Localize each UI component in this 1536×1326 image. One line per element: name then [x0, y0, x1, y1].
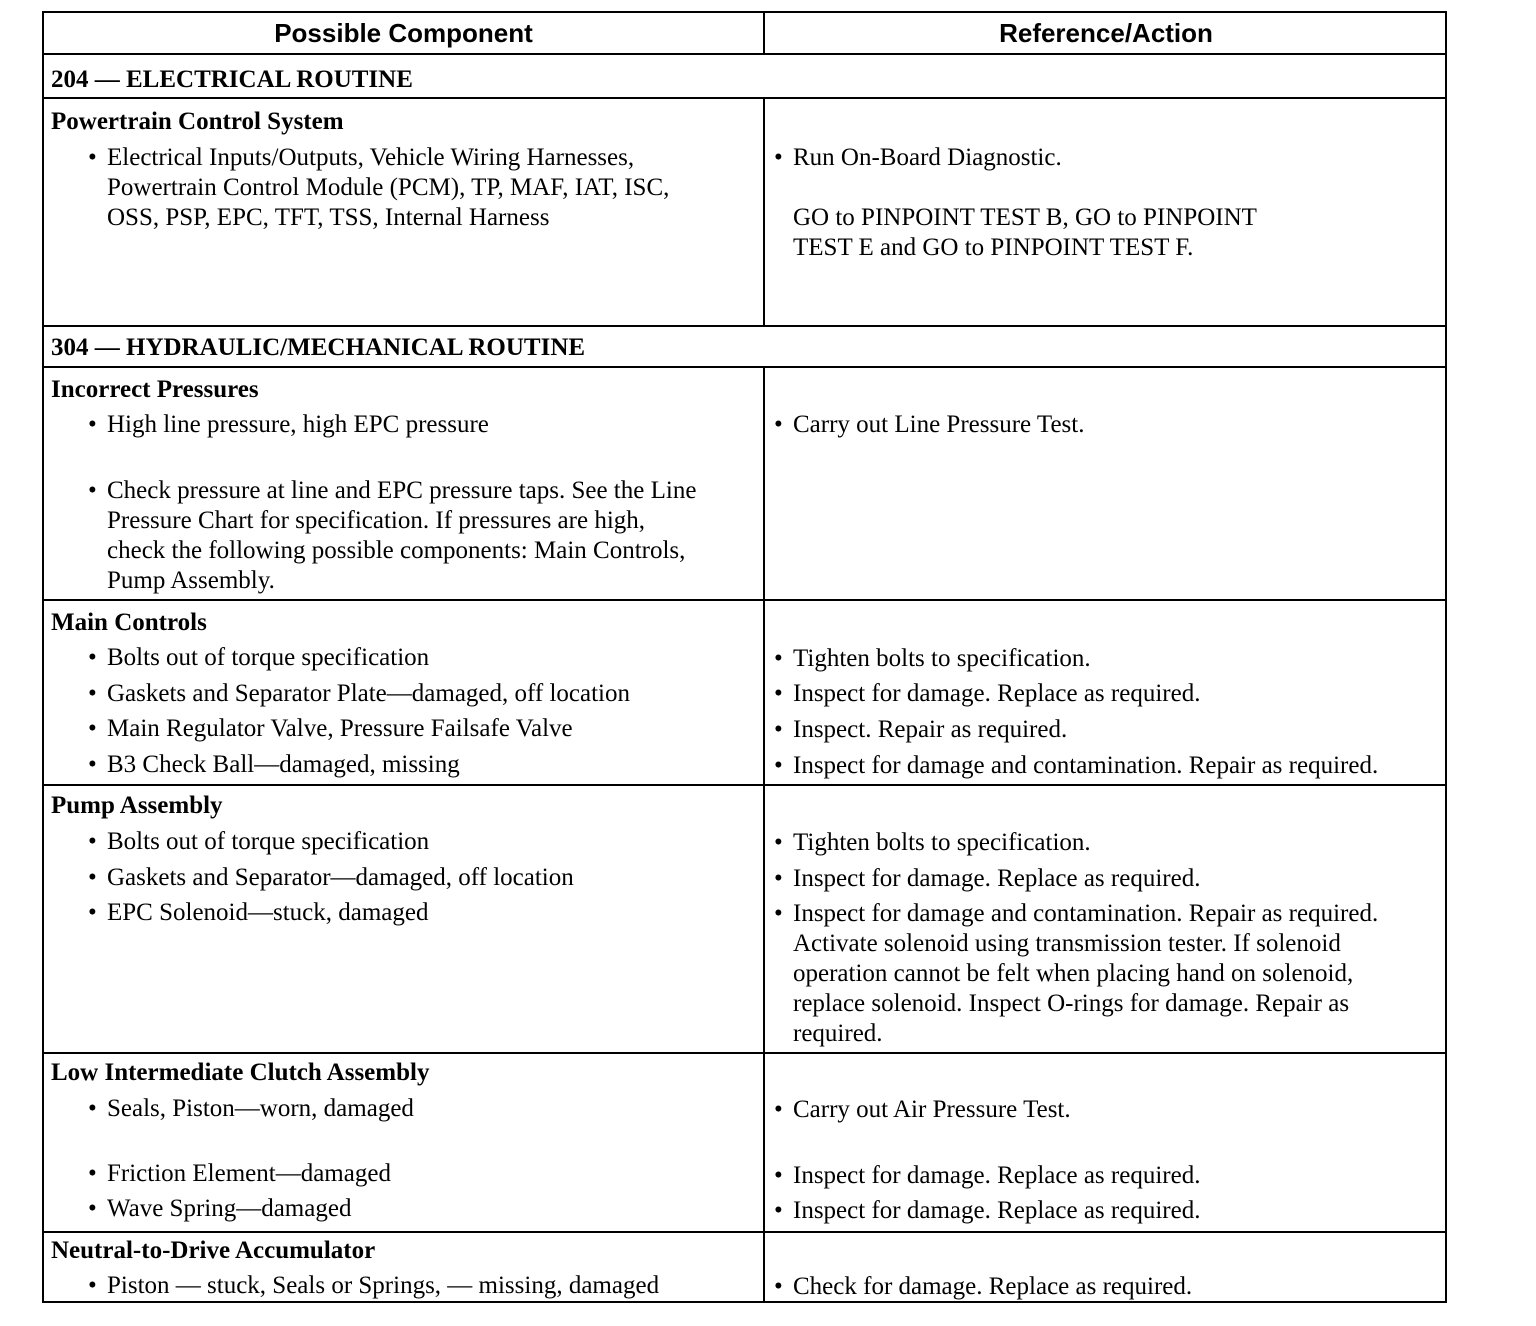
bullet-icon: •	[774, 1197, 783, 1224]
action-item: • Inspect for damage. Replace as required.	[774, 1162, 1201, 1189]
section-title: Main Controls	[51, 609, 207, 636]
action-item: • Check for damage. Replace as required.	[774, 1273, 1193, 1300]
bullet-icon: •	[88, 715, 97, 742]
bullet-icon: •	[88, 477, 97, 504]
rule	[44, 366, 1445, 368]
bullet-icon: •	[774, 645, 783, 672]
bullet-icon: •	[774, 900, 783, 927]
bullet-icon: •	[88, 144, 97, 171]
section-title: Pump Assembly	[51, 792, 223, 819]
component-item: • Main Regulator Valve, Pressure Failsafe Valve	[88, 715, 573, 742]
header-reference-action: Reference/Action	[999, 18, 1213, 48]
bullet-icon: •	[774, 1096, 783, 1123]
bullet-icon: •	[88, 864, 97, 891]
bullet-icon: •	[774, 411, 783, 438]
action-item: • Tighten bolts to specification.	[774, 645, 1091, 672]
component-item: • Check pressure at line and EPC pressure taps. See the Line Pressure Chart for specification. If pressures are high, check the following possible components: Main Controls, Pump Assembly.	[88, 477, 697, 594]
section-title: Incorrect Pressures	[51, 376, 259, 403]
bullet-icon: •	[88, 1095, 97, 1122]
rule	[44, 784, 1445, 786]
action-item: • Inspect for damage. Replace as required.	[774, 1197, 1201, 1224]
action-item: • Inspect for damage and contamination. Repair as required.	[774, 752, 1379, 779]
action-note: GO to PINPOINT TEST B, GO to PINPOINT TEST E and GO to PINPOINT TEST F.	[793, 204, 1257, 261]
rule	[44, 97, 1445, 99]
action-item: • Inspect for damage. Replace as required.	[774, 680, 1201, 707]
component-item: • Wave Spring—damaged	[88, 1195, 352, 1222]
column-divider	[763, 13, 765, 53]
component-item: • Piston — stuck, Seals or Springs, — missing, damaged	[88, 1272, 660, 1299]
section-title: Low Intermediate Clutch Assembly	[51, 1059, 430, 1086]
action-item: • Run On-Board Diagnostic.	[774, 144, 1062, 171]
diagnostic-table	[42, 11, 1447, 1303]
bullet-icon: •	[88, 828, 97, 855]
action-item: • Inspect for damage and contamination. Repair as required. Activate solenoid using transmission tester. If solenoid operation cannot be felt when placing hand on solenoid, replace solenoid. Inspect O-rings for damage. Repair as required.	[774, 900, 1379, 1047]
bullet-icon: •	[88, 1195, 97, 1222]
component-item: • Friction Element—damaged	[88, 1160, 391, 1187]
bullet-icon: •	[88, 899, 97, 926]
bullet-icon: •	[774, 752, 783, 779]
bullet-icon: •	[774, 716, 783, 743]
action-item: • Inspect for damage. Replace as required.	[774, 865, 1201, 892]
routine-title: 204 — ELECTRICAL ROUTINE	[51, 66, 413, 93]
header-possible-component: Possible Component	[274, 18, 533, 48]
component-item: • Seals, Piston—worn, damaged	[88, 1095, 414, 1122]
rule	[44, 599, 1445, 601]
component-item: • Electrical Inputs/Outputs, Vehicle Wiring Harnesses, Powertrain Control Module (PCM), TP, MAF, IAT, ISC, OSS, PSP, EPC, TFT, TSS, Internal Harness	[88, 144, 670, 231]
bullet-icon: •	[88, 680, 97, 707]
routine-title: 304 — HYDRAULIC/MECHANICAL ROUTINE	[51, 334, 586, 361]
bullet-icon: •	[88, 751, 97, 778]
rule	[44, 53, 1445, 55]
action-item: • Inspect. Repair as required.	[774, 716, 1068, 743]
column-divider	[763, 366, 765, 1303]
bullet-icon: •	[774, 829, 783, 856]
section-title: Neutral-to-Drive Accumulator	[51, 1237, 376, 1264]
rule	[44, 1231, 1445, 1233]
bullet-icon: •	[774, 1273, 783, 1300]
column-divider	[763, 97, 765, 325]
bullet-icon: •	[774, 1162, 783, 1189]
bullet-icon: •	[88, 1272, 97, 1299]
component-item: • High line pressure, high EPC pressure	[88, 411, 489, 438]
component-item: • B3 Check Ball—damaged, missing	[88, 751, 460, 778]
bullet-icon: •	[88, 644, 97, 671]
action-item: • Tighten bolts to specification.	[774, 829, 1091, 856]
component-item: • Gaskets and Separator—damaged, off location	[88, 864, 574, 891]
component-item: • Bolts out of torque specification	[88, 828, 430, 855]
component-item: • Gaskets and Separator Plate—damaged, off location	[88, 680, 630, 707]
rule	[44, 1052, 1445, 1054]
section-title: Powertrain Control System	[51, 108, 344, 135]
action-item: • Carry out Air Pressure Test.	[774, 1096, 1071, 1123]
component-item: • Bolts out of torque specification	[88, 644, 430, 671]
component-item: • EPC Solenoid—stuck, damaged	[88, 899, 429, 926]
rule	[44, 325, 1445, 327]
bullet-icon: •	[88, 1160, 97, 1187]
bullet-icon: •	[88, 411, 97, 438]
bullet-icon: •	[774, 144, 783, 171]
bullet-icon: •	[774, 865, 783, 892]
action-item: • Carry out Line Pressure Test.	[774, 411, 1085, 438]
bullet-icon: •	[774, 680, 783, 707]
